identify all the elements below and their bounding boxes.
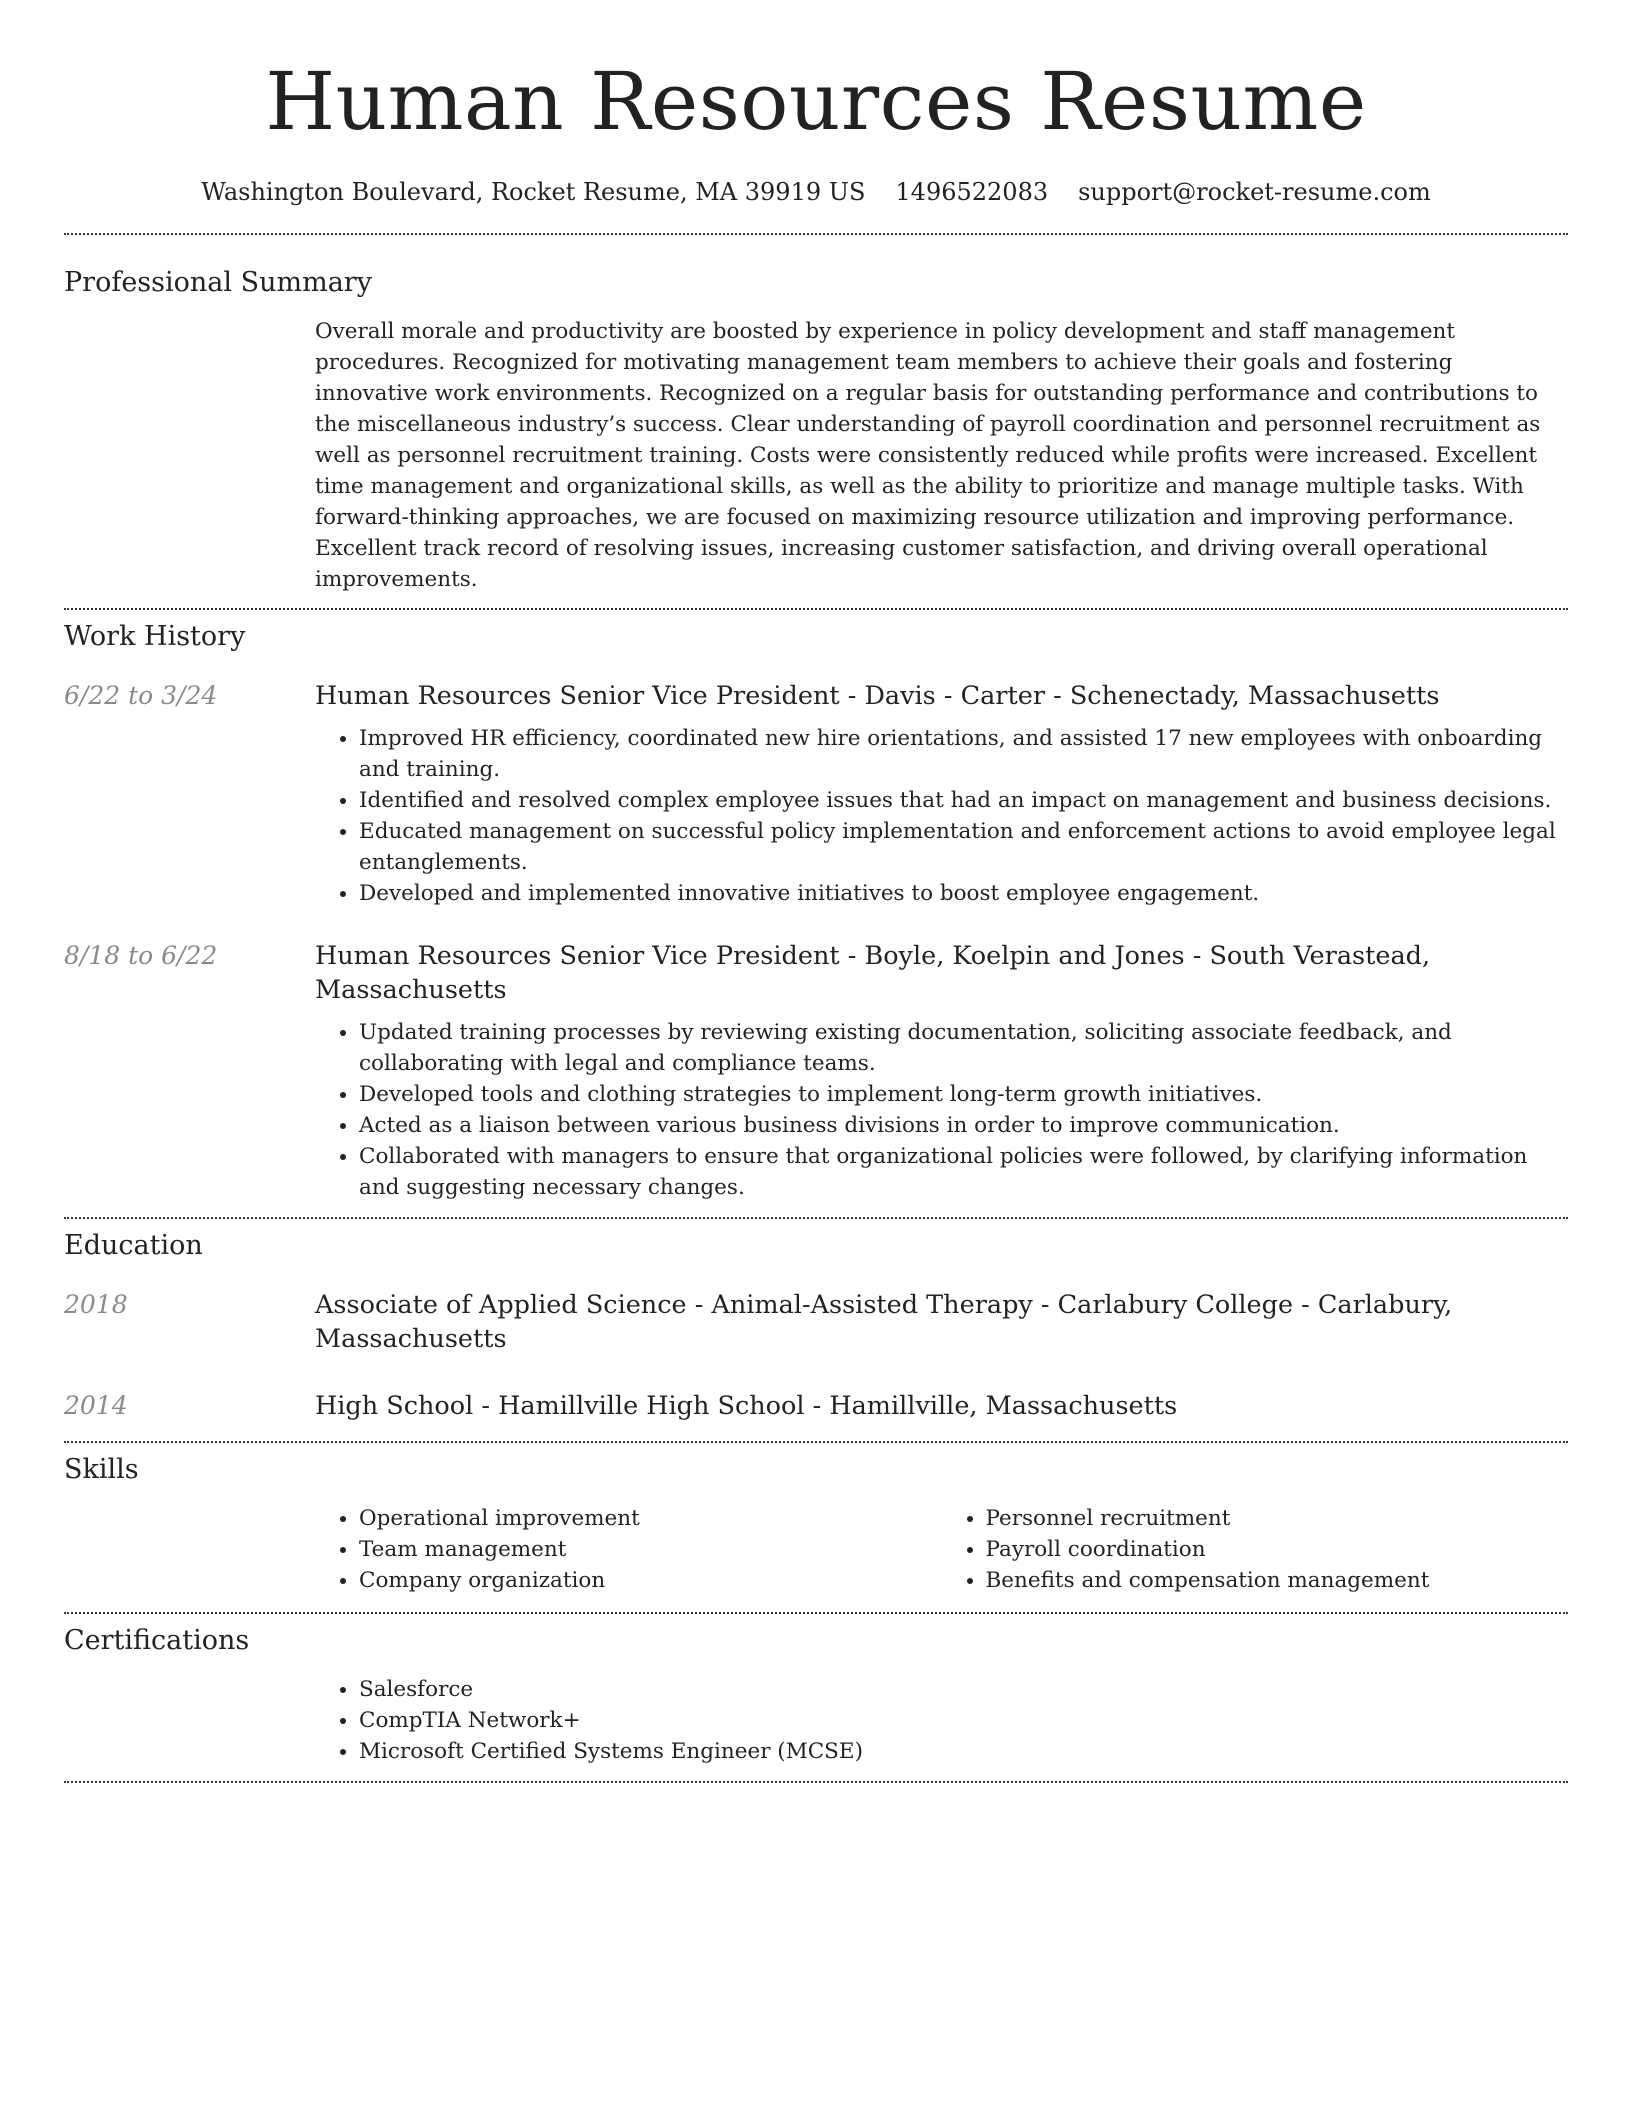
job-bullet: • Updated training processes by reviewing existing documentation, soliciting associate feedback, and collaborating with legal and compliance teams. [359,1017,1568,1079]
skills-list-left [315,1503,942,1596]
job-bullet: • Improved HR efficiency, coordinated new hire orientations, and assisted 17 new employees with onboarding and training. [359,723,1568,785]
job-title: Human Resources Senior Vice President - Davis - Carter - Schenectady, Massachusetts [315,681,1440,711]
summary-text: Overall morale and productivity are boosted by experience in policy development and staff management procedures. Recognized for motivating management team members to achieve their goals and fostering innovative work environments. Recognized on a regular basis for outstanding performance and contributions to the miscellaneous industry’s success. Clear understanding of payroll coordination and personnel recruitment as well as personnel recruitment training. Costs were consistently reduced while profits were increased. Excellent time management and organizational skills, as well as the ability to prioritize and manage multiple tasks. With forward-thinking approaches, we are focused on maximizing resource utilization and improving performance. Excellent track record of resolving issues, increasing customer satisfaction, and driving overall operational improvements. [315,319,1541,592]
contact-email: support@rocket-resume.com [1078,178,1431,206]
education-entry [64,1288,1568,1356]
summary-section [64,235,1568,595]
job-bullet: • Educated management on successful policy implementation and enforcement actions to avoid employee legal entanglements. [359,816,1568,878]
contact-address: Washington Boulevard, Rocket Resume, MA 39919 US [201,178,866,206]
work-history-heading: Work History [64,621,246,652]
certifications-divider [64,1781,1568,1783]
education-heading: Education [64,1230,203,1261]
education-year: 2018 [64,1290,128,1319]
skill-item: • Personnel recruitment [986,1503,1569,1534]
job-entry [64,679,1568,909]
education-detail: Associate of Applied Science - Animal-Assisted Therapy - Carlabury College - Carlabury, Massachusetts [315,1290,1453,1354]
certifications-heading: Certifications [64,1625,250,1656]
education-entry [64,1389,1568,1423]
education-detail: High School - Hamillville High School - Hamillville, Massachusetts [315,1391,1178,1421]
job-title: Human Resources Senior Vice President - Boyle, Koelpin and Jones - South Verastead, Massachusetts [315,941,1431,1005]
work-history-section [64,610,1568,1203]
resume-header [64,0,1568,208]
job-entry [64,939,1568,1203]
job-bullet: • Developed tools and clothing strategies to implement long-term growth initiatives. [359,1079,1568,1110]
certifications-list [315,1674,1568,1767]
skills-heading: Skills [64,1454,139,1485]
contact-phone: 1496522083 [895,178,1049,206]
resume-title: Human Resources Resume [265,55,1367,148]
skill-item: • Payroll coordination [986,1534,1569,1565]
job-bullet: • Acted as a liaison between various business divisions in order to improve communication. [359,1110,1568,1141]
job-bullets [315,723,1568,909]
contact-line [64,176,1568,208]
job-dates: 6/22 to 3/24 [64,681,218,710]
skill-item: • Benefits and compensation management [986,1565,1569,1596]
job-bullet: • Identified and resolved complex employee issues that had an impact on management and business decisions. [359,785,1568,816]
skill-item: • Team management [359,1534,942,1565]
skills-list-right [942,1503,1569,1596]
certification-item: • Salesforce [359,1674,1568,1705]
education-section [64,1219,1568,1423]
job-bullet: • Developed and implemented innovative initiatives to boost employee engagement. [359,878,1568,909]
education-year: 2014 [64,1391,128,1420]
skills-grid [315,1503,1568,1596]
certification-item: • CompTIA Network+ [359,1705,1568,1736]
job-bullet: • Collaborated with managers to ensure that organizational policies were followed, by clarifying information and suggesting necessary changes. [359,1141,1568,1203]
summary-heading: Professional Summary [64,267,372,298]
job-dates: 8/18 to 6/22 [64,941,218,970]
skill-item: • Company organization [359,1565,942,1596]
certification-item: • Microsoft Certified Systems Engineer (MCSE) [359,1736,1568,1767]
skill-item: • Operational improvement [359,1503,942,1534]
certifications-section [64,1614,1568,1767]
skills-section [64,1443,1568,1596]
job-bullets [315,1017,1568,1203]
